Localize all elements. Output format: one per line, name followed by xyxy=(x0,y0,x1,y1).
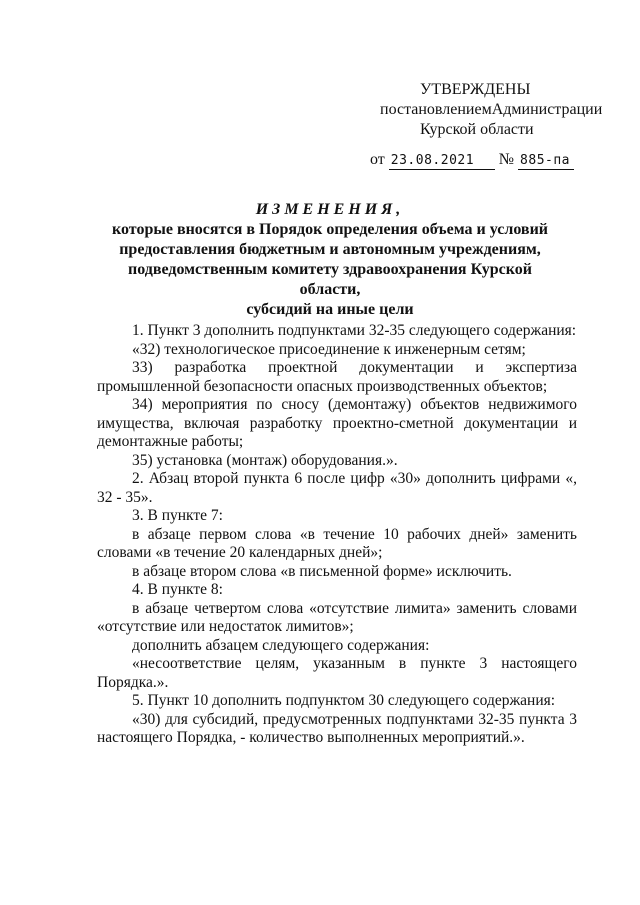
approval-region: Курской области xyxy=(420,121,534,138)
approval-stamp xyxy=(380,80,603,140)
body-paragraph: «30) для субсидий, предусмотренных подпунктами 32-35 пункта 3 настоящего Порядка, - количество выполненных мероприятий.». xyxy=(97,710,577,746)
decree-date: 23.08.2021 xyxy=(390,153,475,168)
document-body xyxy=(97,322,577,748)
body-paragraph: 1. Пункт 3 дополнить подпунктами 32-35 следующего содержания: xyxy=(132,322,577,339)
body-paragraph: дополнить абзацем следующего содержания: xyxy=(132,636,430,654)
body-paragraph: 5. Пункт 10 дополнить подпунктом 30 следующего содержания: xyxy=(132,692,556,709)
approval-authority: постановлениемАдминистрации xyxy=(380,101,603,118)
title-line: субсидий на иные цели xyxy=(246,301,414,318)
body-paragraph: 34) мероприятия по сносу (демонтажу) объектов недвижимого имущества, включая разработку проектно-сметной документации и демонтажные работы; xyxy=(97,396,577,450)
body-paragraph: 33) разработка проектной документации и экспертиза промышленной безопасности опасных производственных объектов; xyxy=(97,359,577,395)
title-line: предоставления бюджетным и автономным учреждениям, xyxy=(119,241,541,258)
document-title xyxy=(100,200,560,320)
decree-number: 885-па xyxy=(520,153,571,168)
body-paragraph: 4. В пункте 8: xyxy=(132,581,223,598)
title-line: подведомственным комитету здравоохранения Курской области, xyxy=(127,261,533,298)
decree-from-label: от xyxy=(370,151,385,168)
decree-number-field xyxy=(518,152,574,170)
decree-dateline xyxy=(370,150,590,170)
approval-title: УТВЕРЖДЕНЫ xyxy=(420,81,531,98)
decree-date-field xyxy=(389,152,495,170)
body-paragraph: 2. Абзац второй пункта 6 после цифр «30» дополнить цифрами «, 32 - 35». xyxy=(97,470,577,506)
title-line: которые вносятся в Порядок определения объема и условий xyxy=(112,221,548,238)
body-paragraph: в абзаце втором слова «в письменной форме» исключить. xyxy=(132,562,512,580)
body-paragraph: «32) технологическое присоединение к инженерным сетям; xyxy=(132,340,526,358)
body-paragraph: в абзаце первом слова «в течение 10 рабочих дней» заменить словами «в течение 20 календарных дней»; xyxy=(97,525,577,561)
decree-number-label: № xyxy=(498,151,515,168)
title-heading: ИЗМЕНЕНИЯ, xyxy=(255,201,405,218)
body-paragraph: 3. В пункте 7: xyxy=(132,507,223,524)
body-paragraph: 35) установка (монтаж) оборудования.». xyxy=(132,451,398,469)
body-paragraph: «несоответствие целям, указанным в пункте 3 настоящего Порядка.». xyxy=(97,655,577,691)
body-paragraph: в абзаце четвертом слова «отсутствие лимита» заменить словами «отсутствие или недостаток лимитов»; xyxy=(97,599,577,635)
